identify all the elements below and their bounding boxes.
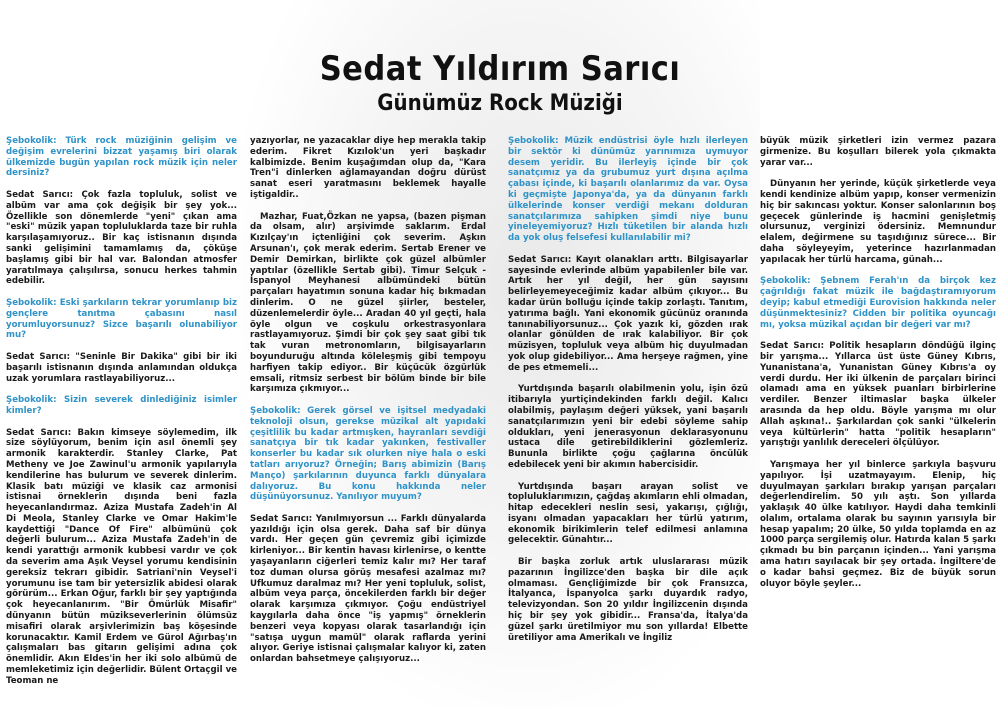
interview-answer: Yurtdışında başarı arayan solist ve topluluklarımızın, çağdaş akımların ehli olmadan, hitap edecekleri neslin sesi, yakarışı, çığlığı, isyanı olmadan yapacakları her türlü yatırım, ekonomik birikimlerin telef edilmesi anlamına gelecektir. Günahtır...: [508, 481, 748, 546]
interview-answer: Bir başka zorluk artık uluslararası müzik pazarının İngilizce'den başka bir dile açık olmaması. Gençliğimizde bir çok Fransızca, İtalyanca, İspanyolca şarkı duyardık radyo, televizyondan. Son 20 yıldır İngilizcenin dışında hiç bir şey yok gibidir... Fransa'da, İtalya'da güzel şarkı üretilmiyor mu son yıllarda! Elbette üretiliyor ama Amerikalı ve İngiliz: [508, 557, 748, 643]
text-column-4: [760, 136, 996, 706]
text-column-1: [6, 136, 237, 706]
interview-question: Şebokolik: Eski şarkıların tekrar yorumlanıp biz gençlere tanıtma çabasını nasıl yorumluyorsunuz? Sizce başarılı olunabiliyor mu?: [6, 297, 237, 341]
interview-answer: Mazhar, Fuat,Özkan ne yapsa, (bazen pişman da olsam, alır) arşivimde saklarım. Erdal Kızılçay'ın içtenliğini çok severim. Aşkın Arsunan'ı, çok merak ederim. Sertab Erener ve Demir Demirkan, birlikte çok güzel albümler yaptılar (özellikle Sertab gibi). Timur Selçuk - İspanyol Meyhanesi albümündeki bütün parçaları hayatımın sonuna kadar hiç bıkmadan dinlerim. O ne güzel şiirler, besteler, düzenlemelerdir öyle... Aradan 40 yıl geçti, hala öyle olgun ve coşkulu orkestrasyonlara rastlayamıyoruz. Şimdi bir çok şey saat gibi tık tak vuran metronomların, bilgisayarların boyunduruğu altında köleleşmiş gibi tempoyu harfiyen takip ediyor.. Bir küçücük özgürlük emsali, ritmsiz serbest bir bölüm binde bir bile karşımıza çıkmıyor...: [250, 211, 486, 395]
interview-question: Şebokolik: Sizin severek dinlediğiniz isimler kimler?: [6, 395, 237, 416]
interview-answer: Sedat Sarıcı: Bakın kimseye söylemedim, ilk size söylüyorum, benim için asıl önemli şey armonik karakterdir. Stanley Clarke, Pat Metheny ve Joe Zawinul'u armonik yapılarıyla kendilerine has bulurum ve severek dinlerim. Klasik batı müziği ve klasik caz armonisi istisnai örneklerin dışında beni fazla heyecanlandırmaz. Aziza Mustafa Zadeh'in Al Di Meola, Stanley Clarke ve Omar Hakim'le kaydettiği "Dance Of Fire" albümünü çok değerli bulurum... Aziza Mustafa Zadeh'in de kendi yarattığı armonik kubbesi vardır ve çok da severim ama Aşık Veysel yorumu kendisinin gereksiz tekrarı gibidir. Satriani'nin Veysel'i yorumunu ise tam bir yetersizlik abidesi olarak görürüm... Erkan Oğur, farklı bir şey yaptığında çok heyecanlanırım. "Bir Ömürlük Misafir" dünyanın bütün müzikseverlerinin ölümsüz misafiri olarak arşivlerimizin baş köşesinde korunacaktır. Kamil Erdem ve Gürol Ağırbaş'ın çalışmaları bas gitarın gelişimi adına çok önemlidir. Akın Eldes'in her iki solo albümü de memleketimiz için değerlidir. Bülent Ortaçgil ve Teoman ne: [6, 427, 237, 686]
interview-answer: yazıyorlar, ne yazacaklar diye hep merakla takip ederim. Fikret Kızılok'un yeri başkadır kalbimizde. Benim kuşağımdan olup da, "Kara Tren"i dinlerken ağlamayandan doğru dürüst sanat eseri yaratmasını beklemek hayalle iştigaldir..: [250, 136, 486, 200]
interview-answer: Sedat Sarıcı: Politik hesapların döndüğü ilginç bir yarışma... Yıllarca üst üste Güney Kıbrıs, Yunanistana'a, Yunanistan Güney Kıbrıs'a oy verdi durdu. Her iki ülkenin de parçaları birinci olamadı ama en yüksek puanları birbirlerine verdiler. Benzer iltimaslar başka ülkeler arasında da hep oldu. Böyle yarışma mı olur Allah aşkına!.. Şarkılardan çok sanki "ülkelerin veya kültürlerin" hatta "politik hesapların" yarıştığı yanlılık dereceleri ölçülüyor.: [760, 341, 996, 449]
interview-answer: büyük müzik şirketleri izin vermez pazara girmenize. Bu koşulları bilerek yola çıkmakta yarar var...: [760, 136, 996, 168]
interview-question: Şebokolik: Gerek görsel ve işitsel medyadaki teknoloji olsun, gerekse müzikal alt yapıdaki çeşitlilik bu kadar artmışken, hayranları sevdiği sanatçıya bir tık kadar yakınken, festivaller konserler bu kadar sık olurken niye hala o eski tatları arıyoruz? Örneğin; Barış abimizin (Barış Manço) şarkılarının duyunca farklı dünyalara dalıyoruz. Bu konu hakkında neler düşünüyorsunuz. Yanılıyor muyum?: [250, 405, 486, 503]
interview-answer: Sedat Sarıcı: Çok fazla topluluk, solist ve albüm var ama çok değişik bir şey yok... Özellikle son dönemlerde "yeni" çıkan ama "eski" müzik yapan topluluklarda taze bir ruhla karşılaşamıyoruz.. Bir kaç istisnanın dışında sanki gelişimini tamamlamış da, çöküşe başlamış gibi bir hal var. Balondan atmosfer yaratılmaya çalışılırsa, sonucu herkes tahmin edebilir.: [6, 189, 237, 287]
interview-answer: Sedat Sarıcı: "Seninle Bir Dakika" gibi bir iki başarılı istisnanın dışında anlamından oldukça uzak yorumlara rastlayabiliyoruz...: [6, 351, 237, 384]
interview-answer: Yurtdışında başarılı olabilmenin yolu, işin özü itibarıyla yurtiçindekinden farklı değil. Kalıcı olabilmiş, paylaşım değeri yüksek, yani başarılı sanatçılarımızın yeni bir edebi söyleme sahip oldukları, yeni jenerasyonun deklarasyonunu ustaca dile getirebildiklerini gözlemleriz. Bununla birlikte çoğu çağlarına öncülük edebilecek yeni bir akımın habercisidir.: [508, 384, 748, 470]
interview-answer: Yarışmaya her yıl binlerce şarkıyla başvuru yapılıyor. İşi uzatmayayım. Elenip, hiç duyulmayan şarkıları bırakıp yarışan parçaları değerlendirelim. 50 yılı aştı. Son yıllarda yaklaşık 40 ülke katılıyor. Haydi daha temkinli olalım, ortalama olarak bu sayının yarısıyla bir hesap yapalım; 20 ülke, 50 yılda toplamda en az 1000 parça sergilemiş olur. Hatırda kalan 5 şarkı çıkmadı bu bin parçanın içinden... Yani yarışma ama hatırı sayılacak bir şey ortada. İngiltere'de o kadar bahsi geçmez. Biz de büyük sorun oluyor böyle şeyler...: [760, 459, 996, 589]
interview-question: Şebokolik: Müzik endüstrisi öyle hızlı ilerleyen bir sektör ki dünümüz yarınımıza uymuyor desem yeridir. Bu ilerleyiş içinde bir çok sanatçımız ya da grubumuz yurt dışına açılma çabası içinde, ki başarılı olanlarımız da var. Oysa ki geçmişte Japonya'da, ya da dünyanın farklı ülkelerinde konser verdiği mekanı dolduran sanatçılarımıza sahipken şimdi niye bunu yineleyemiyoruz? Hızlı tüketilen bir alanda hızlı da yok oluş felsefesi kullanılabilir mi?: [508, 136, 748, 244]
interview-answer: Sedat Sarıcı: Yanılmıyorsun ... Farklı dünyalarda yazıldığı için olsa gerek. Daha saf bir dünya vardı. Her geçen gün çevremiz gibi içimizde kirleniyor... Bir kentin havası kirlenirse, o kentte yaşayanların ciğerleri temiz kalır mı? Her taraf toz duman olursa görüş mesafesi azalmaz mı? Ufkumuz daralmaz mı? Her yeni topluluk, solist, albüm veya parça, öncekilerden farklı bir değer olarak karşımıza çıkmıyor. Çoğu endüstriyel kaygılarla daha önce "iş yapmış" örneklerin benzeri veya kopyası olarak tasarlandığı için "satışa uygun mamül" olarak raflarda yerini alıyor. Geriye istisnai çalışmalar kalıyor ki, zaten onlardan bahsetmeye çalışıyoruz...: [250, 513, 486, 665]
page-subtitle: Günümüz Rock Müziği: [377, 91, 623, 116]
text-column-2: [250, 136, 486, 706]
page-title: Sedat Yıldırım Sarıcı: [319, 49, 681, 89]
text-column-3: [508, 136, 748, 706]
title-block: [0, 50, 1000, 118]
interview-question: Şebokolik: Türk rock müziğinin gelişim ve değişim evrelerini bizzat yaşamış biri olarak ülkemizde bugün yapılan rock müzik için neler dersiniz?: [6, 136, 237, 179]
interview-answer: Dünyanın her yerinde, küçük şirketlerde veya kendi kendinize albüm yapıp, konser vermenizin hiç bir sakıncası yoktur. Konser salonlarının boş geçecek günlerinde iş hacmini genişletmiş olursunuz, verginizi ödersiniz. Memnundur elalem, değirmene su taşıdığınız sürece... Bir daha söyleyeyim, yeterince hazırlanmadan yapılacak her türlü harcama, günah...: [760, 179, 996, 265]
interview-question: Şebokolik: Şebnem Ferah'ın da birçok kez çağrıldığı fakat müzik ile bağdaştıramıyorum deyip; kabul etmediği Eurovision hakkında neler düşünmektesiniz? Cidden bir politika oyuncağı mı, yoksa müzikal açıdan bir değeri var mı?: [760, 276, 996, 330]
interview-answer: Sedat Sarıcı: Kayıt olanakları arttı. Bilgisayarlar sayesinde evlerinde albüm yapabilenler bile var. Artık her yıl değil, her gün sayısını belirleyemeyeceğimiz kadar albüm çıkıyor... Bu kadar ürün bolluğu içinde takip zorlaştı. Tanıtım, yatırıma bağlı. Yani ekonomik gücünüz oranında tanınabiliyorsunuz... Çok yazık ki, gözden ırak olanlar gönülden de ırak kalabiliyor. Bir çok müzisyen, topluluk veya albüm hiç duyulmadan yok olup gidebiliyor... Ama herşeye rağmen, yine de pes etmemeli...: [508, 254, 748, 373]
